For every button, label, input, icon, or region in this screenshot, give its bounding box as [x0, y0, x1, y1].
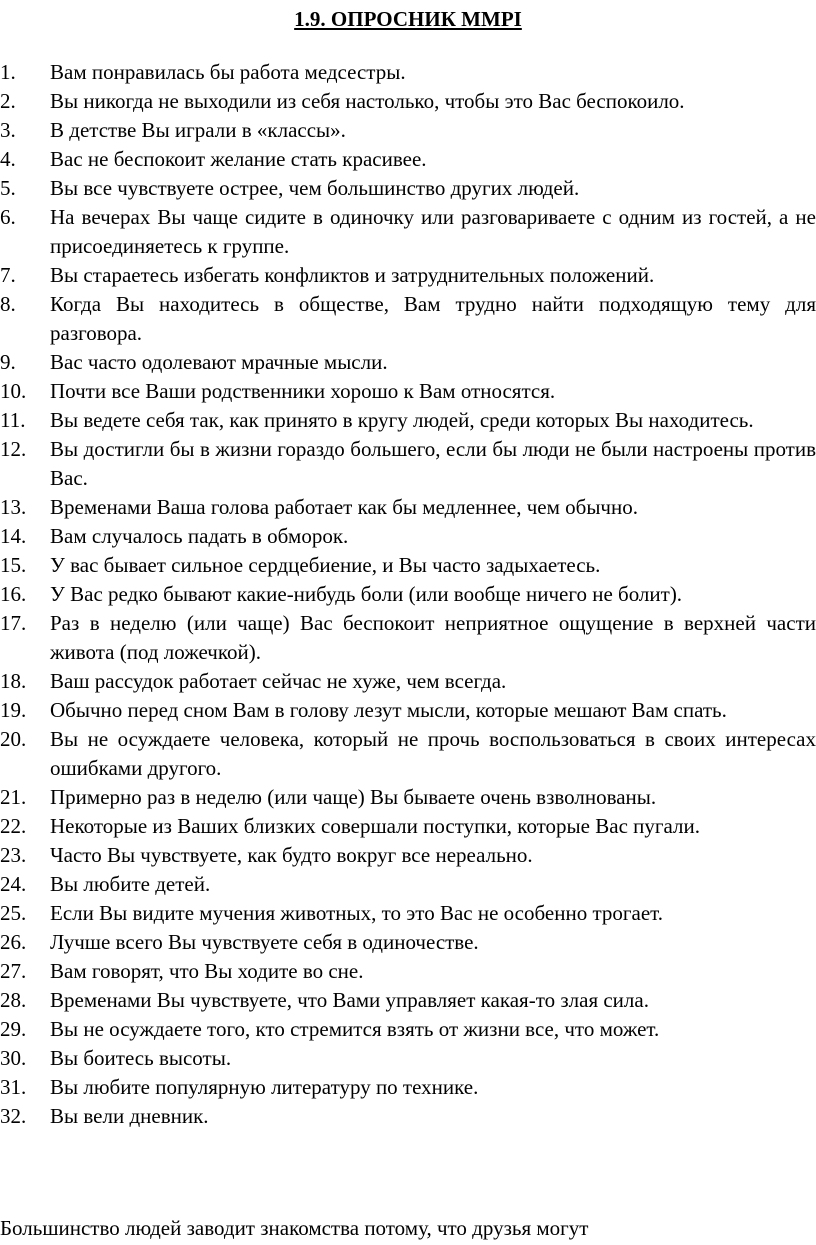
item-number: 30. [0, 1046, 27, 1070]
list-item [0, 841, 816, 870]
item-text: Вы все чувствуете острее, чем большинство других людей. [50, 176, 580, 200]
footer-text: Большинство людей заводит знакомства потому, что друзья могут [0, 1216, 589, 1240]
item-number: 10. [0, 379, 27, 403]
item-number: 29. [0, 1017, 27, 1041]
list-item [0, 928, 816, 957]
item-text: Часто Вы чувствуете, как будто вокруг все нереально. [50, 843, 533, 867]
list-item [0, 870, 816, 899]
list-item [0, 116, 816, 145]
list-item [0, 145, 816, 174]
list-item [0, 580, 816, 609]
list-item [0, 1102, 816, 1131]
list-item [0, 1015, 816, 1044]
item-number: 14. [0, 524, 27, 548]
item-text: Некоторые из Ваших близких совершали поступки, которые Вас пугали. [50, 814, 700, 838]
item-text: Вам понравилась бы работа медсестры. [50, 60, 406, 84]
item-number: 22. [0, 814, 27, 838]
item-text: Когда Вы находитесь в обществе, Вам трудно найти подходящую тему для разговора. [50, 292, 816, 345]
item-text: Вы стараетесь избегать конфликтов и затруднительных положений. [50, 263, 655, 287]
list-item [0, 377, 816, 406]
item-text: Вы не осуждаете того, кто стремится взять от жизни все, что может. [50, 1017, 660, 1041]
list-item [0, 290, 816, 348]
list-item [0, 696, 816, 725]
list-item [0, 609, 816, 667]
list-item [0, 667, 816, 696]
item-number: 9. [0, 350, 16, 374]
item-text: Вам случалось падать в обморок. [50, 524, 349, 548]
item-number: 11. [0, 408, 26, 432]
list-item [0, 435, 816, 493]
list-item [0, 1073, 816, 1102]
item-text: Обычно перед сном Вам в голову лезут мысли, которые мешают Вам спать. [50, 698, 727, 722]
list-item [0, 493, 816, 522]
item-number: 13. [0, 495, 27, 519]
item-text: В детстве Вы играли в «классы». [50, 118, 346, 142]
list-item [0, 783, 816, 812]
item-number: 27. [0, 959, 27, 983]
item-number: 2. [0, 89, 16, 113]
item-number: 20. [0, 727, 27, 751]
list-item [0, 1044, 816, 1073]
item-text: Вам говорят, что Вы ходите во сне. [50, 959, 364, 983]
item-number: 28. [0, 988, 27, 1012]
list-item [0, 957, 816, 986]
item-text: Вы никогда не выходили из себя настолько, чтобы это Вас беспокоило. [50, 89, 685, 113]
list-item [0, 261, 816, 290]
list-item [0, 551, 816, 580]
item-text: Вы любите популярную литературу по технике. [50, 1075, 479, 1099]
item-number: 19. [0, 698, 27, 722]
page-title: 1.9. ОПРОСНИК MMPI [294, 7, 522, 31]
item-text: Примерно раз в неделю (или чаще) Вы бываете очень взволнованы. [50, 785, 657, 809]
item-text: Ваш рассудок работает сейчас не хуже, чем всегда. [50, 669, 507, 693]
item-number: 31. [0, 1075, 27, 1099]
item-number: 6. [0, 205, 16, 229]
item-text: Вы вели дневник. [50, 1104, 209, 1128]
item-text: Вы достигли бы в жизни гораздо большего, если бы люди не были настроены против Вас. [50, 437, 816, 490]
list-item [0, 522, 816, 551]
item-text: На вечерах Вы чаще сидите в одиночку или разговариваете с одним из гостей, а не присоединяетесь к группе. [50, 205, 816, 258]
item-text: Вы боитесь высоты. [50, 1046, 232, 1070]
item-number: 17. [0, 611, 27, 635]
item-text: Лучше всего Вы чувствуете себя в одиночестве. [50, 930, 479, 954]
item-number: 24. [0, 872, 27, 896]
list-item [0, 899, 816, 928]
item-number: 16. [0, 582, 27, 606]
item-number: 12. [0, 437, 27, 461]
item-number: 23. [0, 843, 27, 867]
list-item [0, 348, 816, 377]
item-number: 5. [0, 176, 16, 200]
item-number: 21. [0, 785, 27, 809]
item-number: 18. [0, 669, 27, 693]
item-number: 25. [0, 901, 27, 925]
item-text: Вы любите детей. [50, 872, 211, 896]
item-number: 8. [0, 292, 16, 316]
item-text: Раз в неделю (или чаще) Вас беспокоит неприятное ощущение в верхней части живота (под ложечкой). [50, 611, 816, 664]
item-number: 32. [0, 1104, 27, 1128]
list-item [0, 725, 816, 783]
item-text: Вас часто одолевают мрачные мысли. [50, 350, 388, 374]
list-item [0, 58, 816, 87]
item-text: Почти все Ваши родственники хорошо к Вам относятся. [50, 379, 556, 403]
item-number: 1. [0, 60, 16, 84]
list-item [0, 174, 816, 203]
item-number: 15. [0, 553, 27, 577]
list-item [0, 203, 816, 261]
questionnaire-list [0, 58, 816, 1131]
item-text: У вас бывает сильное сердцебиение, и Вы часто задыхаетесь. [50, 553, 601, 577]
list-item [0, 812, 816, 841]
item-number: 4. [0, 147, 16, 171]
list-item [0, 986, 816, 1015]
item-text: Если Вы видите мучения животных, то это Вас не особенно трогает. [50, 901, 663, 925]
item-text: Вы не осуждаете человека, который не прочь воспользоваться в своих интересах ошибками другого. [50, 727, 816, 780]
item-text: Вас не беспокоит желание стать красивее. [50, 147, 427, 171]
item-number: 26. [0, 930, 27, 954]
item-number: 3. [0, 118, 16, 142]
item-text: Временами Ваша голова работает как бы медленнее, чем обычно. [50, 495, 638, 519]
list-item [0, 87, 816, 116]
item-text: Временами Вы чувствуете, что Вами управляет какая-то злая сила. [50, 988, 649, 1012]
item-number: 7. [0, 263, 16, 287]
item-text: Вы ведете себя так, как принято в кругу людей, среди которых Вы находитесь. [50, 408, 754, 432]
list-item [0, 406, 816, 435]
item-text: У Вас редко бывают какие-нибудь боли (или вообще ничего не болит). [50, 582, 683, 606]
